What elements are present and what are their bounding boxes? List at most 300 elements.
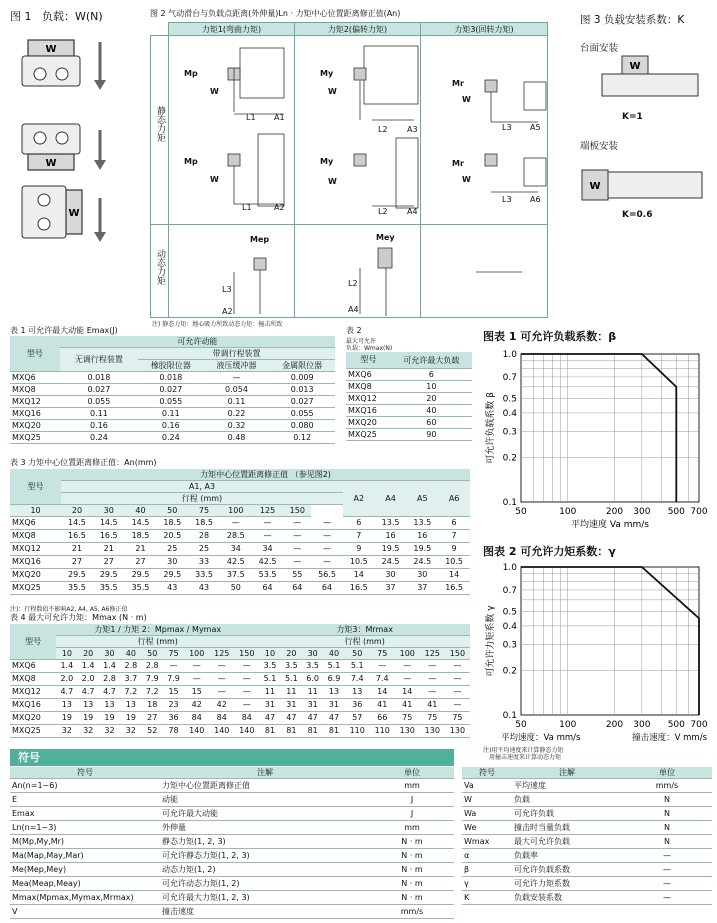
cell-value: 84 (209, 712, 234, 725)
cell-model: γ (462, 877, 512, 891)
t3-stroke: 10 (10, 505, 61, 517)
cell-value: 4.7 (56, 686, 77, 699)
y-tick-label: 0.4 (502, 408, 517, 419)
cell-value: 21 (93, 543, 125, 556)
cell-value: 0.027 (269, 396, 335, 408)
cell-model: MXQ16 (10, 699, 56, 712)
cell-value: 10 (391, 381, 472, 393)
cell-value: N (622, 807, 712, 821)
cell-model: MXQ16 (10, 556, 61, 569)
cell-value: — (622, 849, 712, 863)
cell-value: J (370, 807, 454, 821)
x-tick-label: 700 (690, 720, 708, 730)
t4-stroke: 30 (302, 648, 323, 660)
table-row (10, 432, 335, 444)
x-tick-label: 100 (559, 507, 577, 517)
cell-value: 36 (345, 699, 370, 712)
cell-value: 15 (163, 686, 184, 699)
cell-value: — (622, 877, 712, 891)
cell-model: We (462, 821, 512, 835)
t1-h-main: 可允许动能 (60, 336, 335, 348)
fig1-title (10, 8, 103, 24)
sym-h: 单位 (622, 767, 712, 779)
cell-value: 60 (391, 417, 472, 429)
cell-value: — (395, 660, 420, 673)
fig2-col-2: 力矩2(偏转力矩) (294, 22, 421, 36)
cell-value: 0.16 (60, 420, 138, 432)
cell-value: 0.11 (60, 408, 138, 420)
cell-value: — (234, 673, 259, 686)
symbols-table-left (10, 767, 454, 919)
cell-value: 13.5 (406, 517, 438, 530)
cell-value: 81 (259, 725, 280, 738)
cell-value: — (622, 863, 712, 877)
cell-value: 57 (345, 712, 370, 725)
cell-value: 42 (184, 699, 209, 712)
t3-stroke: 125 (252, 505, 284, 517)
cell-value: 6 (343, 517, 375, 530)
cell-value: 14.5 (93, 517, 125, 530)
fig1-slide-2 (22, 124, 106, 170)
y-tick-label: 1.0 (502, 350, 517, 360)
cell-value: 0.22 (204, 408, 270, 420)
t3-stroke: 30 (93, 505, 125, 517)
y-tick-label: 0.3 (502, 640, 517, 651)
cell-model: MXQ16 (10, 408, 60, 420)
t4-stroke: 75 (370, 648, 395, 660)
cell-value: 19 (56, 712, 77, 725)
cell-value: 75 (420, 712, 445, 725)
cell-value: 0.16 (138, 420, 204, 432)
cell-value: 37.5 (220, 569, 252, 582)
cell-model: β (462, 863, 512, 877)
table-row (10, 699, 470, 712)
cell-value: 0.11 (138, 408, 204, 420)
cell-value: 可允许负载 (512, 807, 622, 821)
cell-value: 16.5 (93, 530, 125, 543)
table-row (10, 530, 470, 543)
cell-value: — (311, 543, 343, 556)
cell-model: MXQ25 (10, 725, 56, 738)
cell-value: — (283, 556, 311, 569)
cell-model: MXQ20 (346, 417, 391, 429)
x-axis-label: 平均速度 Va mm/s (571, 520, 649, 530)
fig2-dynamic-label: 动态力矩 (155, 249, 165, 285)
x-tick-label: 300 (633, 720, 651, 730)
sym-h: 符号 (10, 767, 160, 779)
t4-stroke: 10 (259, 648, 280, 660)
t3-stroke: 40 (125, 505, 157, 517)
x-tick-label: 200 (605, 720, 624, 730)
cell-value: 4.7 (99, 686, 120, 699)
cell-value: — (252, 517, 284, 530)
cell-value: N · m (370, 863, 454, 877)
cell-value: 撞击时当量负载 (512, 821, 622, 835)
cell-value: 19 (99, 712, 120, 725)
cell-value: 35.5 (61, 582, 93, 595)
fig3-top-diagram (596, 54, 706, 106)
cell-value: 负载率 (512, 849, 622, 863)
table-row (462, 891, 712, 905)
cell-value: 2.0 (78, 673, 99, 686)
cell-value: 41 (395, 699, 420, 712)
table-row (10, 779, 454, 793)
cell-value: mm/s (370, 905, 454, 919)
x-tick-label: 100 (559, 720, 577, 730)
table-row (10, 582, 470, 595)
fig2-static-label: 静态力矩 (155, 106, 165, 142)
cell-value: 32 (120, 725, 141, 738)
table-row (10, 556, 470, 569)
t3-h-a: A5 (406, 481, 438, 517)
cell-value: 11 (302, 686, 323, 699)
t1-h-sub: 橡胶限位器 (138, 360, 204, 372)
table-row (10, 712, 470, 725)
table4-title: 表 4 最大可允许力矩：Mmax (N · m) (10, 613, 147, 622)
cell-value: 81 (281, 725, 302, 738)
table-row (346, 381, 472, 393)
cell-model: MXQ12 (10, 396, 60, 408)
fig2-w-1: W (210, 87, 219, 96)
t4-stroke: 50 (345, 648, 370, 660)
table1 (10, 336, 335, 444)
cell-value: — (445, 660, 470, 673)
cell-value: 16.5 (61, 530, 93, 543)
y-tick-label: 0.2 (502, 666, 517, 677)
table-row (10, 905, 454, 919)
table-row (462, 849, 712, 863)
fig3-end-k: K=0.6 (622, 210, 653, 220)
cell-value: 18 (142, 699, 163, 712)
t4-stroke: 30 (99, 648, 120, 660)
cell-value: 75 (395, 712, 420, 725)
y-tick-label: 0.1 (502, 498, 517, 508)
cell-model: MXQ8 (10, 530, 61, 543)
t3-stroke: 150 (283, 505, 311, 517)
cell-value: 14 (438, 569, 470, 582)
graph2-title: 图表 2 可允许力矩系数：γ (483, 545, 616, 558)
cell-model: MXQ6 (10, 517, 61, 530)
cell-value: 21 (61, 543, 93, 556)
cell-value: 27 (61, 556, 93, 569)
cell-value: 37 (375, 582, 407, 595)
cell-value: 43 (188, 582, 220, 595)
cell-value: 13 (120, 699, 141, 712)
fig2-a6: A6 (530, 195, 541, 204)
cell-value: 64 (252, 582, 284, 595)
cell-value: 55 (283, 569, 311, 582)
cell-value: N · m (370, 849, 454, 863)
cell-value: — (252, 530, 284, 543)
cell-model: Mmax(Mpmax,Mymax,Mrmax) (10, 891, 160, 905)
cell-value: — (311, 556, 343, 569)
fig2-l2-1: L2 (378, 125, 388, 134)
table3-title: 表 3 力矩中心位置距离修正值：An(mm) (10, 458, 157, 467)
fig2-w-3: W (328, 87, 337, 96)
fig2-l1-2: L1 (242, 203, 252, 212)
cell-value: 84 (234, 712, 259, 725)
cell-model: MXQ25 (10, 432, 60, 444)
cell-value: 0.080 (269, 420, 335, 432)
cell-value: 20.5 (156, 530, 188, 543)
cell-value: 18.5 (188, 517, 220, 530)
cell-value: 0.054 (204, 384, 270, 396)
cell-value: 110 (345, 725, 370, 738)
fig2-a4-1: A4 (407, 207, 418, 216)
sym-h: 符号 (462, 767, 512, 779)
cell-value: 3.5 (302, 660, 323, 673)
cell-value: 9 (343, 543, 375, 556)
cell-model: MXQ8 (346, 381, 391, 393)
cell-value: 43 (156, 582, 188, 595)
cell-value: 78 (163, 725, 184, 738)
cell-value: 53.5 (252, 569, 284, 582)
cell-model: An(n=1~6) (10, 779, 160, 793)
cell-value: — (163, 660, 184, 673)
cell-value: — (209, 686, 234, 699)
table2-title: 表 2 (346, 326, 362, 335)
cell-value: 13 (56, 699, 77, 712)
cell-value: 3.7 (120, 673, 141, 686)
table-row (10, 372, 335, 384)
x-tick-label: 50 (515, 507, 527, 517)
symbols-table-right (462, 767, 712, 905)
cell-value: 28 (188, 530, 220, 543)
cell-value: 3.5 (281, 660, 302, 673)
cell-model: Ln(n=1~3) (10, 821, 160, 835)
cell-value: 19.5 (375, 543, 407, 556)
y-tick-label: 0.3 (502, 427, 517, 438)
cell-value: 2.0 (56, 673, 77, 686)
t3-stroke: 75 (188, 505, 220, 517)
cell-value: — (311, 517, 343, 530)
t4-h-stroke: 行程 (mm) (56, 636, 259, 648)
t3-h-a: A2 (343, 481, 375, 517)
cell-value: 47 (302, 712, 323, 725)
fig2-w-4: W (328, 177, 337, 186)
fig2-drawings (150, 22, 550, 322)
table-row (346, 369, 472, 381)
fig2-col-1: 力矩1(弯曲力矩) (168, 22, 295, 36)
cell-value: 21 (125, 543, 157, 556)
cell-value: 1.4 (56, 660, 77, 673)
cell-value: 6.9 (323, 673, 344, 686)
table2-sub2: 负载：Wmax(N) (346, 345, 393, 352)
cell-value: 0.027 (60, 384, 138, 396)
cell-value: J (370, 793, 454, 807)
cell-value: 0.12 (269, 432, 335, 444)
cell-value: 66 (370, 712, 395, 725)
cell-value: N · m (370, 835, 454, 849)
cell-model: Me(Mep,Mey) (10, 863, 160, 877)
cell-value: — (420, 660, 445, 673)
graph2 (481, 559, 711, 747)
cell-value: — (184, 673, 209, 686)
fig1-slide-1 (22, 40, 106, 90)
t4-stroke: 50 (142, 648, 163, 660)
cell-value: 13 (345, 686, 370, 699)
cell-value: 27 (125, 556, 157, 569)
cell-value: 31 (259, 699, 280, 712)
cell-value: 29.5 (61, 569, 93, 582)
cell-value: 负载 (512, 793, 622, 807)
cell-value: 25 (188, 543, 220, 556)
y-tick-label: 0.7 (502, 372, 517, 383)
cell-value: 13 (78, 699, 99, 712)
table-row (462, 779, 712, 793)
cell-value: 81 (323, 725, 344, 738)
cell-model: Va (462, 779, 512, 793)
table-row (10, 396, 335, 408)
t2-h-model: 型号 (346, 352, 391, 369)
fig2-mr-1: Mr (452, 79, 464, 88)
t3-h-a: A6 (438, 481, 470, 517)
t1-h-with: 带调行程装置 (138, 348, 335, 360)
table-row (10, 863, 454, 877)
cell-value: 24.5 (375, 556, 407, 569)
x-tick-label: 50 (515, 720, 527, 730)
cell-value: — (220, 517, 252, 530)
cell-value: 90 (391, 429, 472, 441)
table-row (10, 420, 335, 432)
cell-value: 25 (156, 543, 188, 556)
table-row (10, 849, 454, 863)
cell-value: 29.5 (156, 569, 188, 582)
cell-value: 47 (281, 712, 302, 725)
cell-model: E (10, 793, 160, 807)
symbols-title: 符号 (10, 749, 454, 766)
cell-value: 16 (375, 530, 407, 543)
cell-value: 31 (281, 699, 302, 712)
cell-value: 13.5 (375, 517, 407, 530)
cell-value: 0.055 (60, 396, 138, 408)
cell-model: K (462, 891, 512, 905)
table-row (10, 835, 454, 849)
table-row (10, 807, 454, 821)
y-tick-label: 0.7 (502, 585, 517, 596)
cell-value: 41 (370, 699, 395, 712)
cell-value: 6 (438, 517, 470, 530)
cell-value: 35.5 (93, 582, 125, 595)
y-tick-label: 0.4 (502, 621, 517, 632)
fig1-num: 图 1 (10, 10, 32, 23)
cell-value: 27 (142, 712, 163, 725)
table-row (10, 517, 470, 530)
t4-h-m3: 力矩3：Mrmax (259, 624, 470, 636)
cell-value: 81 (302, 725, 323, 738)
cell-model: V (10, 905, 160, 919)
cell-value: 33.5 (188, 569, 220, 582)
fig2-mey: Mey (376, 233, 395, 242)
cell-value: — (234, 699, 259, 712)
table3-note: 注)：行程数值不影响A2, A4, A5, A6修正值 (10, 606, 128, 613)
cell-value: 40 (391, 405, 472, 417)
cell-model: Emax (10, 807, 160, 821)
cell-value: 29.5 (93, 569, 125, 582)
cell-value: — (209, 660, 234, 673)
cell-value: 41 (420, 699, 445, 712)
table-row (10, 384, 335, 396)
cell-value: 47 (259, 712, 280, 725)
cell-value: N (622, 793, 712, 807)
cell-value: 11 (259, 686, 280, 699)
cell-value: 13 (323, 686, 344, 699)
cell-value: 7.9 (163, 673, 184, 686)
fig1-w1: W (45, 44, 57, 55)
fig2-l3-2: L3 (502, 195, 512, 204)
table-row (346, 429, 472, 441)
cell-value: 32 (56, 725, 77, 738)
fig2-mp-2: Mp (184, 157, 198, 166)
cell-value: 0.24 (60, 432, 138, 444)
cell-value: 0.018 (138, 372, 204, 384)
cell-value: 130 (395, 725, 420, 738)
cell-value: 56.5 (311, 569, 343, 582)
cell-value: 52 (142, 725, 163, 738)
cell-value: 16 (406, 530, 438, 543)
t3-stroke: 50 (156, 505, 188, 517)
t4-stroke: 150 (234, 648, 259, 660)
y-tick-label: 0.2 (502, 453, 517, 464)
cell-value: 42 (209, 699, 234, 712)
t4-h-m12: 力矩1 / 力矩 2：Mpmax / Mymax (56, 624, 259, 636)
cell-value: 50 (220, 582, 252, 595)
cell-value: 0.24 (138, 432, 204, 444)
t3-stroke: 100 (220, 505, 252, 517)
cell-value: N · m (370, 891, 454, 905)
t4-stroke: 125 (209, 648, 234, 660)
cell-value: — (234, 686, 259, 699)
plot-frame (521, 567, 699, 715)
cell-value: 30 (156, 556, 188, 569)
table-row (10, 660, 470, 673)
cell-value: 47 (323, 712, 344, 725)
cell-model: MXQ12 (10, 686, 56, 699)
table-row (462, 835, 712, 849)
cell-model: Ma(Map,May,Mar) (10, 849, 160, 863)
table-row (10, 543, 470, 556)
t1-h-sub: 金属限位器 (269, 360, 335, 372)
t4-stroke: 125 (420, 648, 445, 660)
t4-stroke: 40 (120, 648, 141, 660)
cell-value: 18.5 (156, 517, 188, 530)
fig3-title: 图 3 负载安装系数：K (580, 14, 685, 26)
table3 (10, 469, 470, 595)
cell-value: 37 (406, 582, 438, 595)
sym-h: 注解 (160, 767, 370, 779)
cell-value: 24.5 (406, 556, 438, 569)
cell-value: 64 (311, 582, 343, 595)
fig3-w1: W (629, 61, 641, 72)
cell-value: N (622, 821, 712, 835)
cell-value: 16.5 (343, 582, 375, 595)
cell-value: 11 (281, 686, 302, 699)
table-row (10, 569, 470, 582)
cell-value: 64 (283, 582, 311, 595)
cell-value: 0.018 (60, 372, 138, 384)
cell-value: 3.5 (259, 660, 280, 673)
t3-stroke: 20 (61, 505, 93, 517)
cell-value: 2.8 (120, 660, 141, 673)
cell-value: 9 (438, 543, 470, 556)
table-row (346, 417, 472, 429)
table-row (10, 686, 470, 699)
fig2-a2-1: A2 (274, 203, 285, 212)
table1-title: 表 1 可允许最大动能 Emax(J) (10, 326, 118, 335)
cell-value: 0.027 (138, 384, 204, 396)
cell-value: 撞击速度 (160, 905, 370, 919)
cell-value: — (370, 660, 395, 673)
